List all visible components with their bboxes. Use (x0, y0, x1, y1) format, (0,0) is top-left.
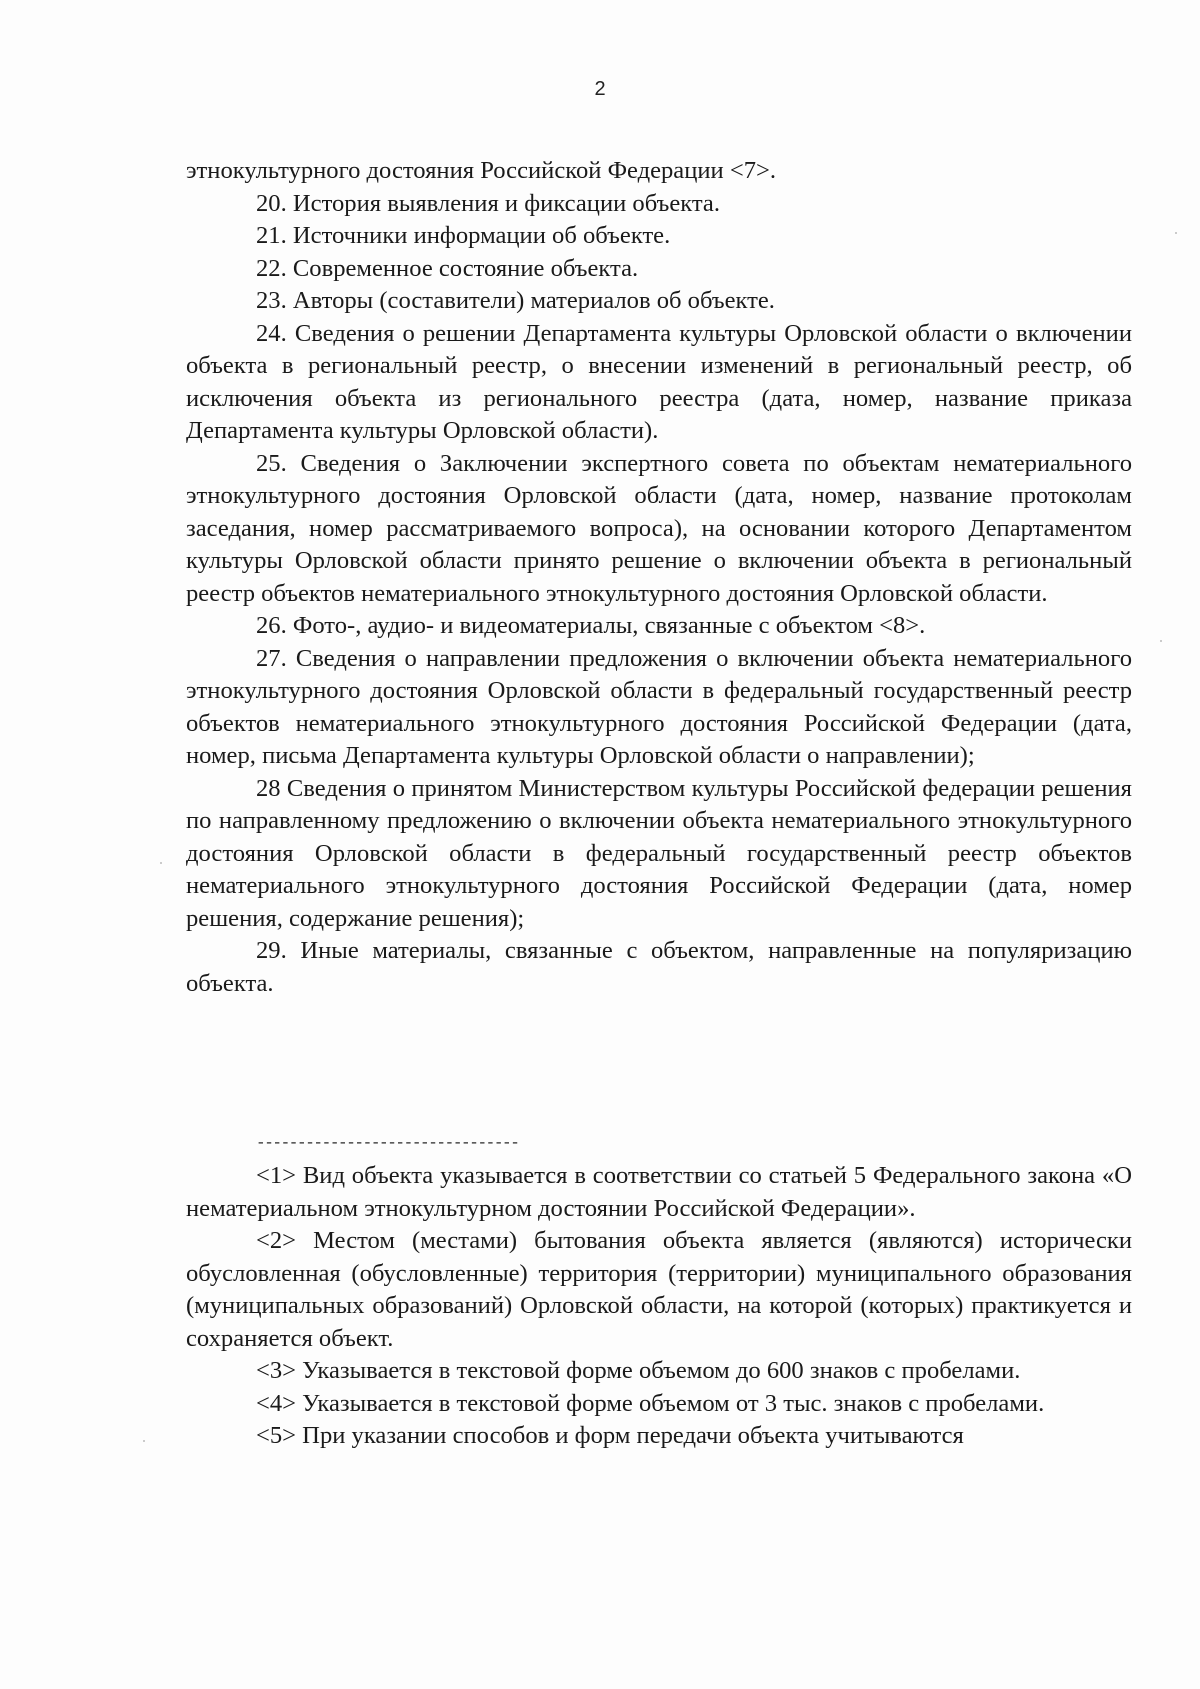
footnote-3: <3> Указывается в текстовой форме объемом до 600 знаков с пробелами. (256, 1357, 1021, 1384)
paragraph-item-28: 28 Сведения о принятом Министерством культуры Российской федерации решения по направленному предложению о включении объекта нематериального этнокультурного достояния Орловской области в федеральный государственный реестр объектов нематериального этнокультурного достояния Российской Федерации (дата, номер решения, содержание решения); (186, 774, 1132, 932)
footnote-1: <1> Вид объекта указывается в соответствии со статьей 5 Федерального закона «О нематериальном этнокультурном достоянии Российской Федерации». (186, 1162, 1132, 1222)
paragraph-item-22: 22. Современное состояние объекта. (256, 254, 639, 282)
paragraph-continuation: этнокультурного достояния Российской Федерации <7>. (186, 157, 777, 184)
scan-speck (160, 862, 162, 864)
footnote-5: <5> При указании способов и форм передачи объекта учитываются (256, 1422, 964, 1449)
paragraph-item-25: 25. Сведения о Заключении экспертного совета по объектам нематериального этнокультурного достояния Орловской области (дата, номер, название протоколам заседания, номер рассматриваемого вопроса), на основании которого Департаментом культуры Орловской области принято решение о включении объекта в региональный реестр объектов нематериального этнокультурного достояния Орловской области. (186, 449, 1132, 607)
footnote-4: <4> Указывается в текстовой форме объемом от 3 тыс. знаков с пробелами. (256, 1389, 1045, 1417)
scan-speck (1175, 232, 1177, 234)
footnotes-section (186, 1160, 1132, 1453)
scan-speck (143, 1440, 145, 1442)
paragraph-item-24: 24. Сведения о решении Департамента культуры Орловской области о включении объекта в региональный реестр, о внесении изменений в региональный реестр, об исключения объекта из регионального реестра (дата, номер, название приказа Департамента культуры Орловской области). (186, 319, 1132, 444)
footnote-separator: -------------------------------- (256, 1136, 519, 1150)
paragraph-item-26: 26. Фото-, аудио- и видеоматериалы, связанные с объектом <8>. (256, 612, 926, 639)
document-body (186, 155, 1132, 1000)
paragraph-item-23: 23. Авторы (составители) материалов об объекте. (256, 287, 775, 314)
paragraph-item-21: 21. Источники информации об объекте. (256, 222, 671, 249)
paragraph-item-27: 27. Сведения о направлении предложения о включении объекта нематериального этнокультурного достояния Орловской области в федеральный государственный реестр объектов нематериального этнокультурного достояния Российской Федерации (дата, номер, письма Департамента культуры Орловской области о направлении); (186, 644, 1132, 769)
footnote-2: <2> Местом (местами) бытования объекта является (являются) исторически обусловленная (обусловленные) территория (территории) муниципального образования (муниципальных образований) Орловской области, на которой (которых) практикуется и сохраняется объект. (186, 1227, 1132, 1352)
paragraph-item-20: 20. История выявления и фиксации объекта. (256, 189, 720, 217)
paragraph-item-29: 29. Иные материалы, связанные с объектом, направленные на популяризацию объекта. (186, 937, 1132, 997)
scan-speck (1160, 640, 1162, 642)
page-number: 2 (594, 78, 606, 100)
